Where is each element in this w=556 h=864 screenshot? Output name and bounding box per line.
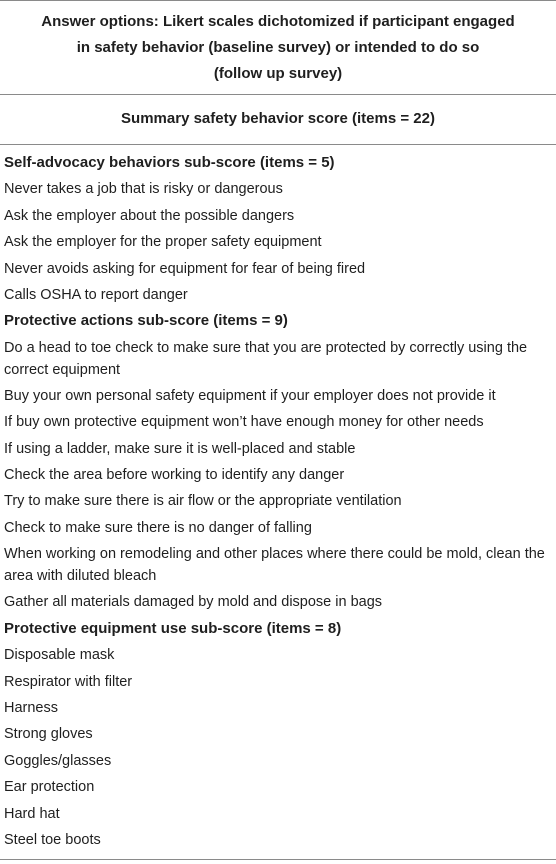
table-row: Never takes a job that is risky or dangerous (4, 181, 283, 198)
table-row: Hard hat (4, 805, 60, 822)
section-title-self-advocacy: Self-advocacy behaviors sub-score (items = 5) (4, 154, 335, 171)
table-row: Harness (4, 699, 58, 716)
table-row: Check the area before working to identify any danger (4, 467, 345, 484)
table-body (4, 150, 550, 853)
table-row: Respirator with filter (4, 673, 133, 690)
table-row: Ear protection (4, 779, 95, 796)
top-rule (0, 0, 556, 1)
table-row: Try to make sure there is air flow or the appropriate ventilation (4, 493, 402, 510)
table-row: Ask the employer about the possible dangers (4, 207, 295, 224)
table-row: If buy own protective equipment won’t have enough money for other needs (4, 414, 484, 431)
table-row: Calls OSHA to report danger (4, 287, 188, 304)
table-row: If using a ladder, make sure it is well-placed and stable (4, 440, 356, 457)
table-row: Never avoids asking for equipment for fear of being fired (4, 260, 366, 277)
table-row: Goggles/glasses (4, 752, 112, 769)
header-rule (0, 94, 556, 95)
table-row: Buy your own personal safety equipment if your employer does not provide it (4, 387, 496, 404)
header-line-1: Answer options: Likert scales dichotomized if participant engaged (41, 13, 515, 30)
table-row: Gather all materials damaged by mold and dispose in bags (4, 594, 383, 611)
table-row: Strong gloves (4, 726, 93, 743)
section-title-protective-equipment: Protective equipment use sub-score (items = 8) (4, 619, 342, 637)
bottom-rule (0, 859, 556, 860)
table-row: Steel toe boots (4, 831, 101, 848)
table-row: Ask the employer for the proper safety equipment (4, 234, 322, 251)
table-row: Do a head to toe check to make sure that you are protected by correctly using the correct equipment (4, 339, 528, 378)
summary-rule (0, 144, 556, 145)
section-title-protective-actions: Protective actions sub-score (items = 9) (4, 312, 288, 330)
summary-score-title: Summary safety behavior score (items = 22) (121, 110, 435, 127)
table-header (0, 9, 556, 87)
table-row: Check to make sure there is no danger of falling (4, 519, 312, 536)
table-row: Disposable mask (4, 647, 115, 664)
header-line-2: in safety behavior (baseline survey) or intended to do so (76, 39, 480, 56)
header-line-3: (follow up survey) (213, 65, 343, 82)
table-row: When working on remodeling and other places where there could be mold, clean the area with diluted bleach (4, 546, 545, 585)
